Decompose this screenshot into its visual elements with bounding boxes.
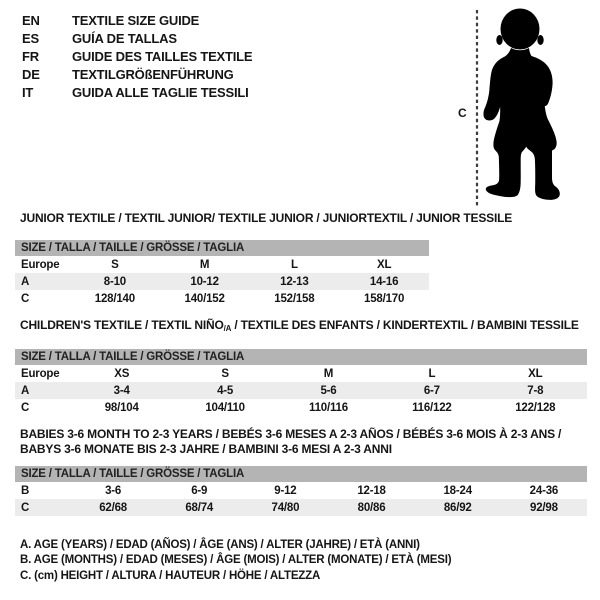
guide-title: TEXTILGRÖßENFÜHRUNG bbox=[72, 67, 234, 82]
size-header-bar: SIZE / TALLA / TAILLE / GRÖSSE / TAGLIA bbox=[15, 240, 429, 256]
row-label: C bbox=[21, 501, 30, 514]
cell: 92/98 bbox=[530, 501, 558, 514]
guide-title: GUIDE DES TAILLES TEXTILE bbox=[72, 49, 253, 64]
cell: 128/140 bbox=[94, 292, 135, 305]
height-c-label: C bbox=[458, 106, 467, 120]
cell: 9-12 bbox=[274, 484, 297, 497]
toddler-figure-svg bbox=[455, 3, 595, 211]
cell: 7-8 bbox=[527, 384, 544, 397]
toddler-silhouette bbox=[483, 9, 559, 200]
height-figure bbox=[455, 3, 595, 211]
title-post: / TEXTILE DES ENFANTS / KINDERTEXTIL / BAMBINI TESSILE bbox=[231, 318, 579, 332]
cell: 24-36 bbox=[529, 484, 559, 497]
row-label: C bbox=[21, 401, 30, 414]
cell: S bbox=[111, 258, 119, 271]
footnote-b: B. AGE (MONTHS) / EDAD (MESES) / ÂGE (MOIS) / ALTER (MONATE) / ETÀ (MESI) bbox=[20, 554, 452, 567]
cell: 4-5 bbox=[217, 384, 234, 397]
footnote-a: A. AGE (YEARS) / EDAD (AÑOS) / ÂGE (ANS) / ALTER (JAHRE) / ETÀ (ANNI) bbox=[20, 539, 420, 551]
table-row bbox=[15, 256, 429, 273]
cell: 152/158 bbox=[274, 292, 315, 305]
lang-code: IT bbox=[22, 85, 34, 100]
cell: 6-9 bbox=[191, 484, 208, 497]
table-row bbox=[15, 365, 587, 382]
section-junior-textile bbox=[15, 211, 512, 307]
row-label: B bbox=[21, 484, 30, 497]
lang-code: ES bbox=[22, 31, 39, 46]
cell: XS bbox=[114, 367, 130, 380]
cell: 110/116 bbox=[309, 401, 348, 414]
title-pre: CHILDREN'S TEXTILE / TEXTIL NIÑO bbox=[20, 318, 224, 332]
cell: 122/128 bbox=[515, 401, 556, 414]
cell: 5-6 bbox=[320, 384, 337, 397]
legend-footnotes bbox=[20, 538, 451, 584]
lang-row-it bbox=[22, 84, 252, 102]
cell: L bbox=[290, 258, 298, 271]
lang-code: EN bbox=[22, 13, 40, 28]
title-sub: /A bbox=[223, 324, 232, 333]
cell: 80/86 bbox=[357, 501, 386, 514]
row-label: A bbox=[21, 384, 30, 397]
cell: 18-24 bbox=[443, 484, 472, 497]
cell: XL bbox=[528, 367, 543, 380]
children-table-title bbox=[20, 318, 587, 336]
cell: M bbox=[199, 258, 210, 271]
table-row bbox=[15, 273, 429, 290]
cell: 3-6 bbox=[105, 484, 122, 497]
cell: 104/110 bbox=[205, 401, 245, 414]
babies-size-table bbox=[15, 466, 587, 516]
row-label: C bbox=[21, 292, 30, 305]
guide-title: GUÍA DE TALLAS bbox=[72, 31, 177, 46]
cell: 98/104 bbox=[104, 401, 139, 414]
cell: 8-10 bbox=[103, 275, 126, 288]
row-label: Europe bbox=[21, 258, 60, 271]
lang-code: FR bbox=[22, 49, 39, 64]
table-row bbox=[15, 290, 429, 307]
lang-row-es bbox=[22, 30, 252, 48]
footnote-c: C. (cm) HEIGHT / ALTURA / HAUTEUR / HÖHE / ALTEZZA bbox=[20, 569, 321, 582]
cell: 140/152 bbox=[184, 292, 225, 305]
guide-title: GUIDA ALLE TAGLIE TESSILI bbox=[72, 85, 249, 100]
cell: 3-4 bbox=[113, 384, 130, 397]
cell: L bbox=[428, 367, 436, 380]
cell: S bbox=[221, 367, 229, 380]
size-header-bar: SIZE / TALLA / TAILLE / GRÖSSE / TAGLIA bbox=[15, 466, 587, 482]
guide-title: TEXTILE SIZE GUIDE bbox=[72, 13, 200, 28]
cell: 6-7 bbox=[423, 384, 440, 397]
section-babies-textile bbox=[15, 427, 587, 516]
cell: M bbox=[323, 367, 334, 380]
lang-row-fr bbox=[22, 48, 252, 66]
table-row bbox=[15, 482, 587, 499]
lang-row-en bbox=[22, 12, 252, 30]
cell: 74/80 bbox=[271, 501, 300, 514]
table-row bbox=[15, 499, 587, 516]
junior-table-title: JUNIOR TEXTILE / TEXTIL JUNIOR/ TEXTILE JUNIOR / JUNIORTEXTIL / JUNIOR TESSILE bbox=[20, 211, 513, 225]
row-label: Europe bbox=[21, 367, 60, 380]
table-row bbox=[15, 399, 587, 416]
cell: 86/92 bbox=[443, 501, 472, 514]
babies-table-title-line2: BABYS 3-6 MONATE BIS 2-3 JAHRE / BAMBINI 3-6 MESI A 2-3 ANNI bbox=[20, 442, 392, 456]
size-header-bar: SIZE / TALLA / TAILLE / GRÖSSE / TAGLIA bbox=[15, 349, 587, 365]
cell: 10-12 bbox=[190, 275, 219, 288]
cell: 116/122 bbox=[412, 401, 452, 414]
cell: XL bbox=[376, 258, 392, 271]
cell: 12-13 bbox=[280, 275, 309, 288]
cell: 12-18 bbox=[357, 484, 386, 497]
cell: 68/74 bbox=[185, 501, 214, 514]
lang-code: DE bbox=[22, 67, 40, 82]
cell: 14-16 bbox=[369, 275, 399, 288]
table-row bbox=[15, 382, 587, 399]
lang-row-de bbox=[22, 66, 252, 84]
section-children-textile bbox=[15, 318, 587, 416]
cell: 158/170 bbox=[364, 292, 405, 305]
junior-size-table bbox=[15, 240, 429, 307]
babies-table-title-line1: BABIES 3-6 MONTH TO 2-3 YEARS / BEBÉS 3-6 MESES A 2-3 AÑOS / BÉBÉS 3-6 MOIS À 2-3 ANS / bbox=[20, 427, 562, 441]
row-label: A bbox=[21, 275, 30, 288]
language-title-block bbox=[22, 12, 252, 102]
cell: 62/68 bbox=[99, 501, 127, 514]
children-size-table bbox=[15, 349, 587, 416]
